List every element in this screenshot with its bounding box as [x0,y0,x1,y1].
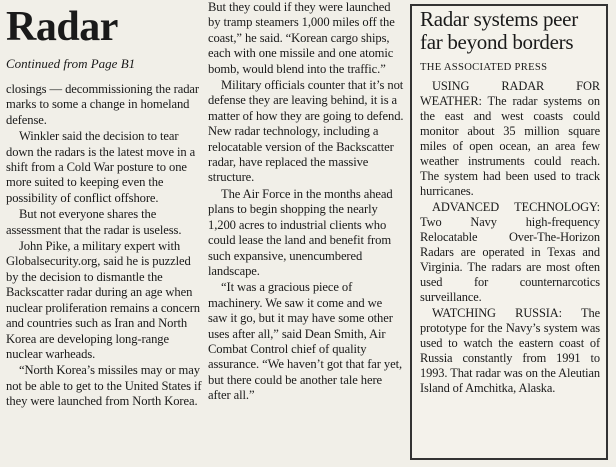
body-paragraph: John Pike, a military expert with Globalsecurity.org, said he is puzzled by the decision to dismantle the Backscatter radar during an age when nuclear proliferation remains a concern and countries such as Iran and North Korea are developing long-range nuclear warheads. [6,239,201,361]
body-paragraph: closings — decommissioning the radar marks to some a change in homeland defense. [6,82,199,127]
sidebar-paragraph: WATCHING RUSSIA: The prototype for the Navy’s system was used to watch the eastern coast of Russia constantly from 1991 to 1993. That radar was on the Aleutian Island of Amchitka, Alaska. [420,306,600,395]
continued-from-line: Continued from Page B1 [6,56,136,71]
body-paragraph: “It was a gracious piece of machinery. We saw it come and we saw it go, but it may have some other uses after all,” said Dean Smith, Air Combat Control chief of quality assurance. “We haven’t got that far yet, but there could be another tale here after all.” [208,280,403,403]
sidebar-box [410,4,608,460]
body-paragraph: “North Korea’s missiles may or may not be able to get to the United States if they were launched from North Korea. [6,363,202,409]
sidebar-paragraph: USING RADAR FOR WEATHER: The radar systems on the east and west coasts could monitor about 35 million square miles of open ocean, an area few weather instruments could reach. The system had been used to track hurricanes. [420,79,600,198]
body-paragraph: But not everyone shares the assessment that the radar is useless. [6,207,182,237]
sidebar-headline: Radar systems peer far beyond borders [420,7,578,54]
article-headline: Radar [6,4,118,50]
sidebar-paragraph: ADVANCED TECHNOLOGY: Two Navy high-frequency Relocatable Over-The-Horizon Radars are operated in Texas and Virginia. The radars are most often used for counternarcotics surveillance. [420,200,600,304]
article-column-2 [208,0,404,404]
body-paragraph: Winkler said the decision to tear down the radars is the latest move in a shift from a Cold War posture to one more suited to keeping even the possibility of conflict offshore. [6,129,196,205]
body-paragraph: Military officials counter that it’s not defense they are leaving behind, it is a matter of how they are going to defend. New radar technology, including a relocatable version of the Backscatter radar, have replaced the massive structure. [208,78,404,185]
body-paragraph: But they could if they were launched by tramp steamers 1,000 miles off the coast,” he said. “Korean cargo ships, each with one missile and one atomic bomb, would blend into the traffic.” [208,0,395,76]
article-column-1 [6,0,202,410]
sidebar-byline: THE ASSOCIATED PRESS [420,62,548,73]
body-paragraph: The Air Force in the months ahead plans to begin shopping the nearly 1,200 acres to industrial clients who could lease the land and benefit from such expansive, unencumbered landscape. [208,186,393,278]
